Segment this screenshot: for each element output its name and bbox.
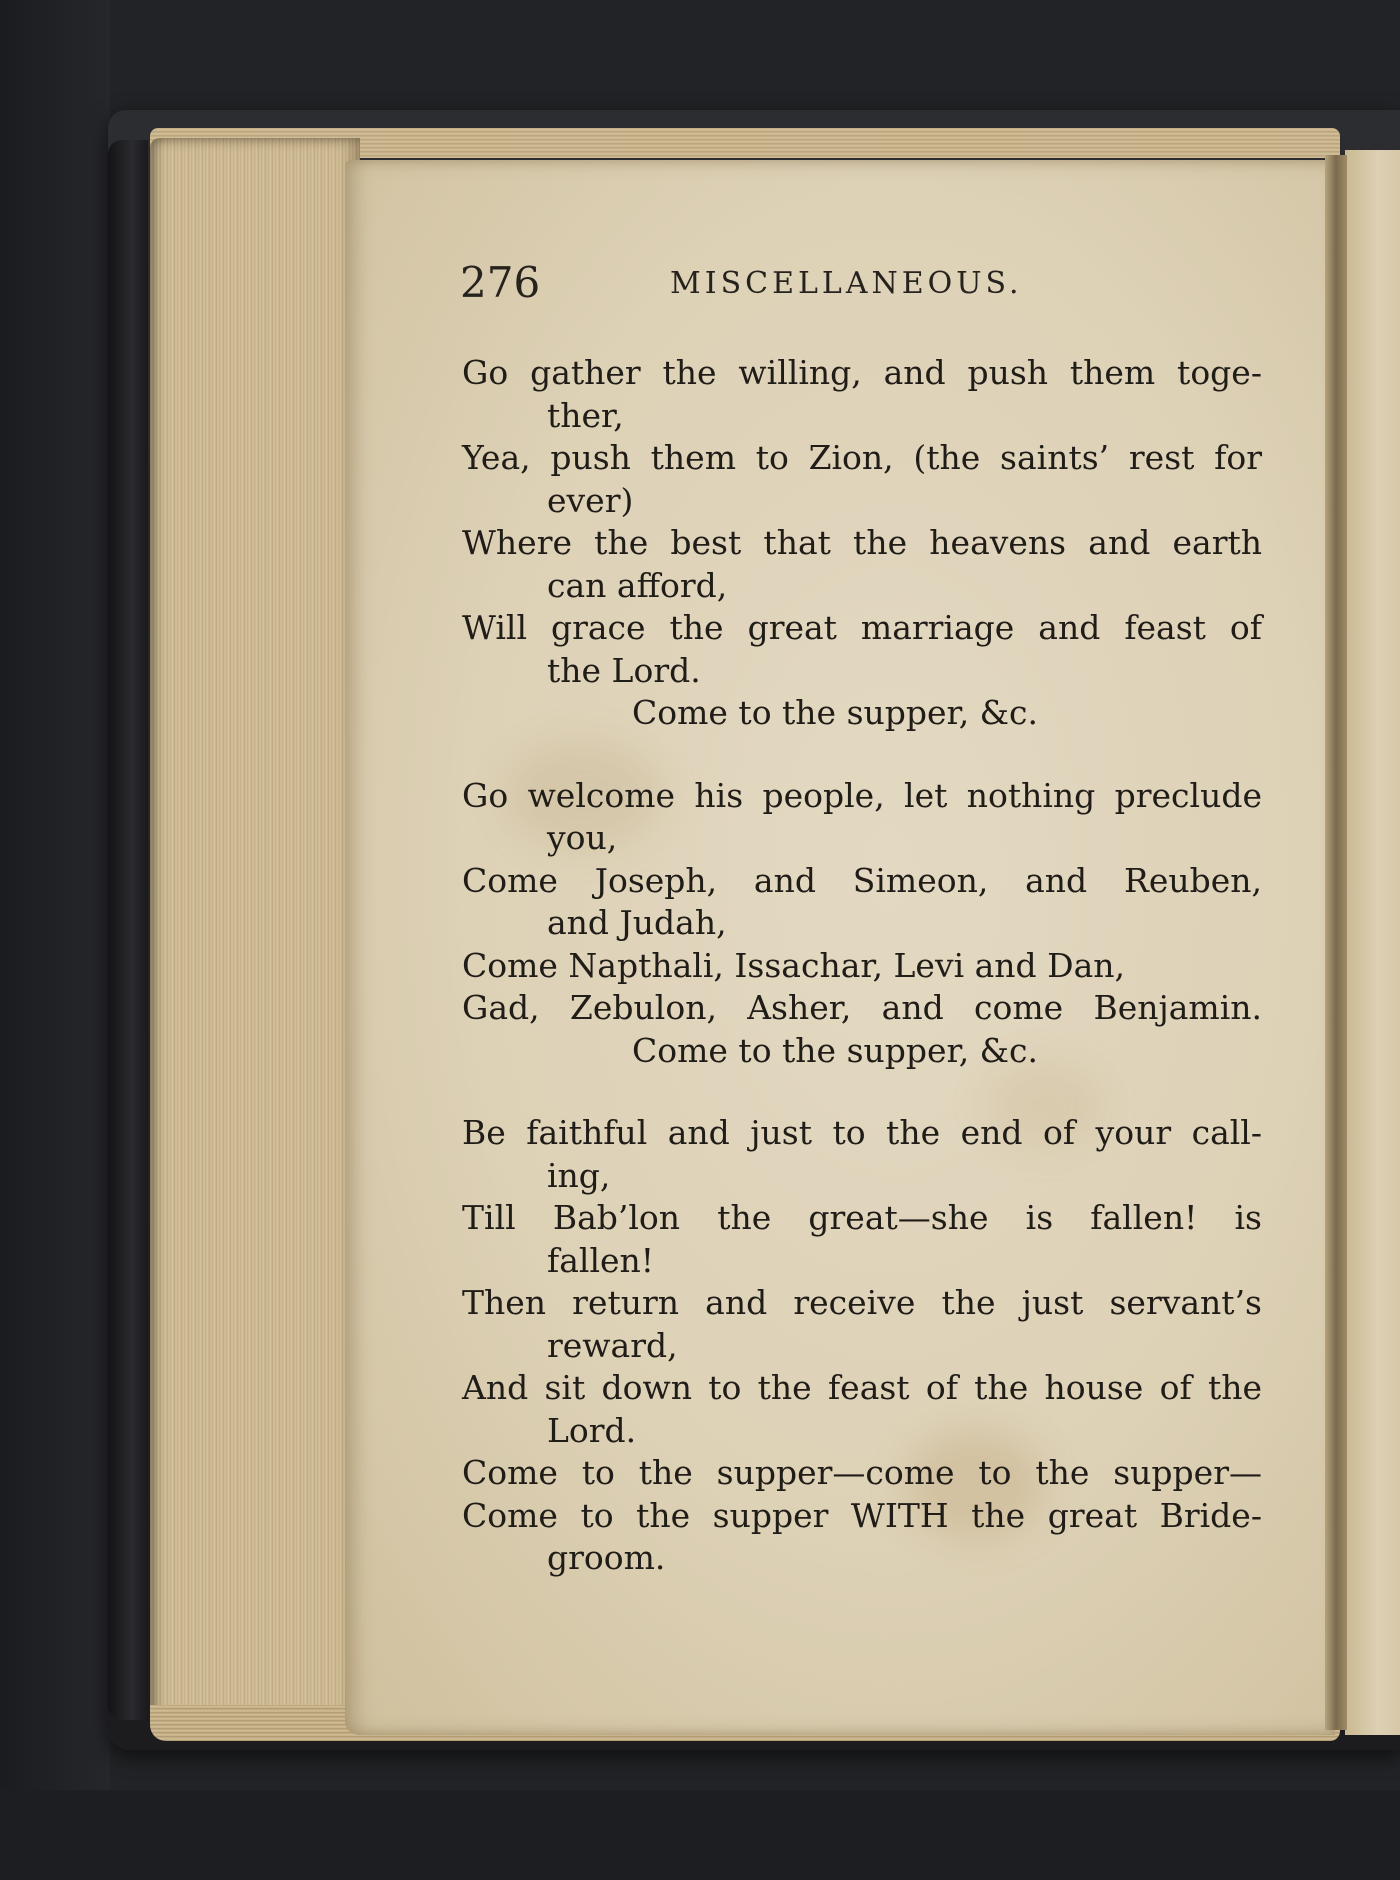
chorus-line: Come to the supper, &c.: [632, 1030, 1039, 1070]
verse-line: Then return and receive the just servant’s: [462, 1283, 1262, 1322]
stanza-3: [462, 1112, 1262, 1580]
page-fore-edge: [150, 138, 360, 1733]
verse-line-turnover: the Lord.: [547, 650, 701, 690]
verse-line: Gad, Zebulon, Asher, and come Benjamin.: [462, 988, 1262, 1027]
verse-line-turnover: groom.: [547, 1538, 666, 1577]
stanza-gap: [462, 1072, 1262, 1112]
verse-line-turnover: ever): [547, 480, 634, 520]
section-title: MISCELLANEOUS.: [670, 266, 1023, 301]
facing-page: [1345, 150, 1400, 1735]
verse-line: Go welcome his people, let nothing preclude: [462, 775, 1262, 815]
chorus-line: Come to the supper, &c.: [632, 693, 1039, 732]
running-head: [460, 258, 1080, 308]
verse-line-turnover: you,: [547, 818, 618, 857]
verse-line-turnover: Lord.: [547, 1410, 637, 1450]
verse-line: Come to the supper—come to the supper—: [462, 1453, 1262, 1492]
stanza-1: [462, 352, 1262, 735]
verse-line: Yea, push them to Zion, (the saints’ rest for: [462, 438, 1262, 477]
book-spine: [108, 140, 148, 1720]
backdrop-bottom: [0, 1790, 1400, 1880]
verse-line: Come to the supper WITH the great Bride-: [462, 1495, 1262, 1535]
backdrop: [0, 0, 110, 1880]
verse-line: Where the best that the heavens and earth: [462, 523, 1262, 562]
verse-line: Will grace the great marriage and feast of: [462, 608, 1262, 647]
verse-line: Till Bab’lon the great—she is fallen! is: [462, 1198, 1262, 1237]
verse-line-turnover: reward,: [547, 1325, 678, 1365]
verse-line: Be faithful and just to the end of your call-: [462, 1113, 1262, 1152]
verse-line-turnover: can afford,: [547, 565, 728, 605]
verse-line-turnover: fallen!: [547, 1240, 655, 1280]
verse-line: And sit down to the feast of the house of the: [462, 1368, 1262, 1407]
page-number: 276: [460, 258, 541, 307]
verse-line-turnover: and Judah,: [547, 903, 727, 942]
stanza-2: [462, 775, 1262, 1073]
verse-line: Come Joseph, and Simeon, and Reuben,: [462, 860, 1262, 900]
page-gutter: [1325, 155, 1347, 1730]
verse-line-turnover: ing,: [547, 1155, 611, 1195]
verse-line: Go gather the willing, and push them toge-: [462, 353, 1262, 392]
stanza-gap: [462, 735, 1262, 775]
hymn-text: [462, 352, 1262, 1580]
verse-line-turnover: ther,: [547, 395, 624, 435]
verse-line: Come Napthali, Issachar, Levi and Dan,: [462, 945, 1126, 985]
